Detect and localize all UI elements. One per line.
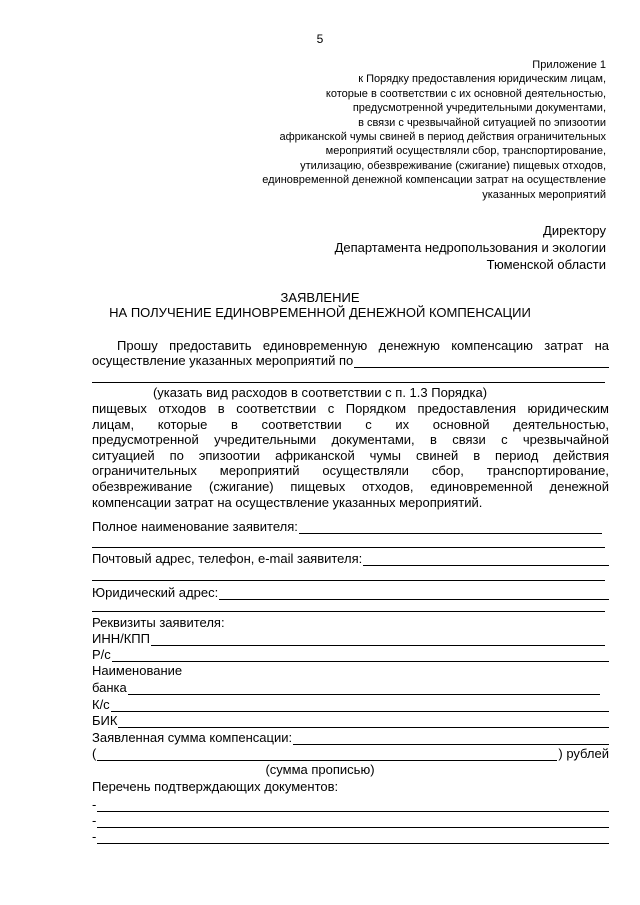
legal-address-label: Юридический адрес: [92,585,219,600]
expense-type-field[interactable] [354,354,609,368]
full-name-field[interactable] [299,520,602,534]
ks-row [92,696,609,712]
bik-field[interactable] [118,714,609,728]
document-row [92,796,609,812]
postal-field-line[interactable] [92,580,605,581]
postal-field[interactable] [363,552,609,566]
expense-type-field-line[interactable] [92,382,605,383]
requisites-heading: Реквизиты заявителя: [92,615,225,630]
appendix-line: утилизацию, обезвреживание (сжигание) пищевых отходов, [300,159,606,172]
ks-label: К/с [92,697,110,712]
rs-label: Р/с [92,647,111,662]
bank-row [92,679,600,695]
addressee-line: Директору [543,223,606,238]
documents-heading: Перечень подтверждающих документов: [92,779,339,794]
body-line: пищевых отходов в соответствии с Порядком предоставления юридическим [92,401,609,416]
bik-row [92,712,609,728]
addressee-line: Тюменской области [486,257,606,272]
document-title: ЗАЯВЛЕНИЕ [280,290,360,305]
rubles-label: ) рублей [558,746,609,761]
bank-name-label-1: Наименование [92,663,183,678]
amount-words-field[interactable] [97,747,557,761]
postal-label: Почтовый адрес, телефон, e-mail заявителя: [92,551,363,566]
amount-words-hint: (сумма прописью) [265,762,375,777]
appendix-line: мероприятий осуществляли сбор, транспортирование, [325,145,606,158]
body-line-last: компенсации затрат на осуществление указанных мероприятий. [92,494,483,510]
appendix-line: к Порядку предоставления юридическим лицам, [358,73,606,86]
rs-row [92,646,609,662]
amount-label: Заявленная сумма компенсации: [92,730,293,745]
page-number: 5 [316,32,324,46]
document-subtitle: НА ПОЛУЧЕНИЕ ЕДИНОВРЕМЕННОЙ ДЕНЕЖНОЙ КОМПЕНСАЦИИ [109,305,531,320]
document-row [92,828,609,844]
request-line-2: осуществление указанных мероприятий по [92,353,354,368]
legal-address-field[interactable] [219,586,609,600]
postal-row [92,550,609,566]
full-name-field-line[interactable] [92,547,605,548]
dash: - [92,813,97,828]
amount-row [92,729,609,745]
appendix-line: в связи с чрезвычайной ситуацией по эпизоотии [358,116,606,129]
body-line: ситуацией по эпизоотии африканской чумы свиней в период действия [92,447,609,463]
inn-label: ИНН/КПП [92,631,150,646]
legal-address-row [92,584,609,600]
body-line: обезвреживание (сжигание) пищевых отходов, единовременной денежной [92,478,609,494]
document-row [92,812,609,828]
document-field[interactable] [97,814,609,828]
addressee-line: Департамента недропользования и экологии [334,240,606,255]
appendix-line: указанных мероприятий [482,188,606,201]
dash: - [92,797,97,812]
appendix-note [186,58,606,202]
rs-field[interactable] [112,648,609,662]
body-paragraph [92,401,609,510]
appendix-line: предусмотренной учредительными документами, [352,102,606,115]
request-row [92,352,609,368]
legal-address-field-line[interactable] [92,611,605,612]
bank-name-field[interactable] [128,681,600,695]
appendix-line: которые в соответствии с их основной деятельностью, [325,87,606,100]
body-line: лицам, которые в соответствии с их основной деятельностью, [92,416,609,432]
bank-name-label-2: банка [92,680,127,695]
full-name-label: Полное наименование заявителя: [92,519,298,534]
addressee-block [335,222,606,273]
inn-field[interactable] [151,632,605,646]
ks-field[interactable] [111,698,609,712]
dash: - [92,829,97,844]
document-field[interactable] [97,830,609,844]
amount-field[interactable] [293,731,609,745]
body-line: предусмотренной учредительными документами, в связи с чрезвычайной [92,432,609,448]
amount-words-row [92,745,609,761]
document-field[interactable] [97,798,609,812]
paren-open: ( [92,746,97,761]
full-name-row [92,518,602,534]
inn-row [92,630,605,646]
request-line-1: Прошу предоставить единовременную денежную компенсацию затрат на [117,338,609,353]
appendix-line: Приложение 1 [532,59,606,71]
appendix-line: африканской чумы свиней в период действия ограничительных [279,131,606,144]
appendix-line: единовременной денежной компенсации затрат на осуществление [262,174,606,187]
body-line: ограничительных мероприятий осуществляли сбор, транспортирование, [92,463,609,479]
bik-label: БИК [92,713,118,728]
expense-hint: (указать вид расходов в соответствии с п. 1.3 Порядка) [152,385,488,400]
